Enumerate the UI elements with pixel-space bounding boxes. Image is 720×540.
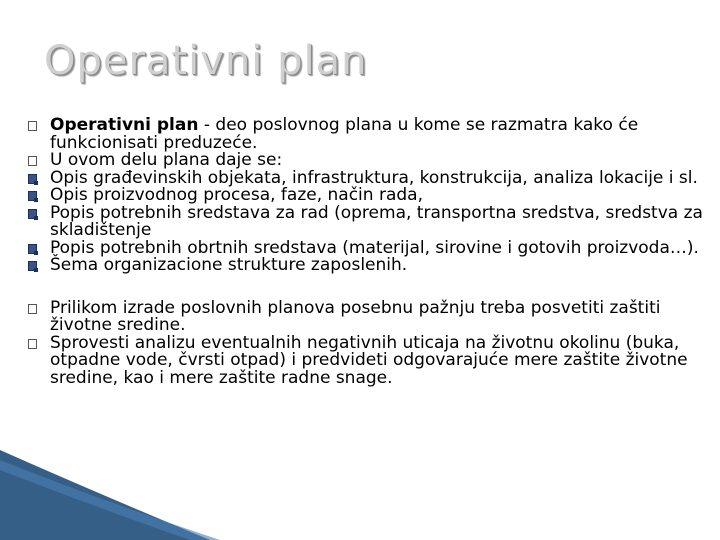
box-icon <box>28 304 37 314</box>
box-icon <box>28 121 37 131</box>
bullet-item <box>24 297 704 335</box>
bullet-bold-term: Operativni plan <box>50 115 199 135</box>
box-icon <box>28 339 37 349</box>
bullet-item <box>24 257 704 275</box>
bullet-text: - deo poslovnog plana u kome se razmatra kako će funkcionisati preduzeće. <box>50 115 639 153</box>
bullet-text: Opis proizvodnog procesa, faze, način rada, <box>50 185 423 205</box>
q-icon <box>28 191 37 201</box>
bullet-text: Sprovesti analizu eventualnih negativnih uticaja na životnu okolinu (buka, otpadne vode, čvrsti otpad) i predvideti odgovarajuće mere zaštite životne sredine, kao i mere zaštite radne snage. <box>50 332 688 388</box>
bullet-text: Prilikom izrade poslovnih planova posebnu pažnju treba posvetiti zaštiti životne sredine. <box>50 297 661 335</box>
bullet-item <box>24 332 704 388</box>
bullet-text: Popis potrebnih sredstava za rad (oprema, transportna sredstva, sredstva za skladištenje <box>50 202 703 240</box>
bullet-list <box>24 117 704 387</box>
q-icon <box>28 244 37 254</box>
bullet-text: Opis građevinskih objekata, infrastruktura, konstrukcija, analiza lokacije i sl. <box>50 167 698 188</box>
corner-decoration <box>0 450 720 540</box>
bullet-text: Popis potrebnih obrtnih sredstava (materijal, sirovine i gotovih proizvoda…). <box>50 237 699 258</box>
q-icon <box>28 261 37 271</box>
bullet-item <box>24 117 704 152</box>
q-icon <box>28 174 37 184</box>
box-icon <box>28 156 37 166</box>
slide-title: Operativni plan <box>44 38 368 84</box>
bullet-text: Šema organizacione strukture zaposlenih. <box>50 255 408 275</box>
spacer <box>24 275 704 300</box>
q-icon <box>28 209 37 219</box>
bullet-text: U ovom delu plana daje se: <box>50 150 283 170</box>
bullet-item <box>24 202 704 240</box>
